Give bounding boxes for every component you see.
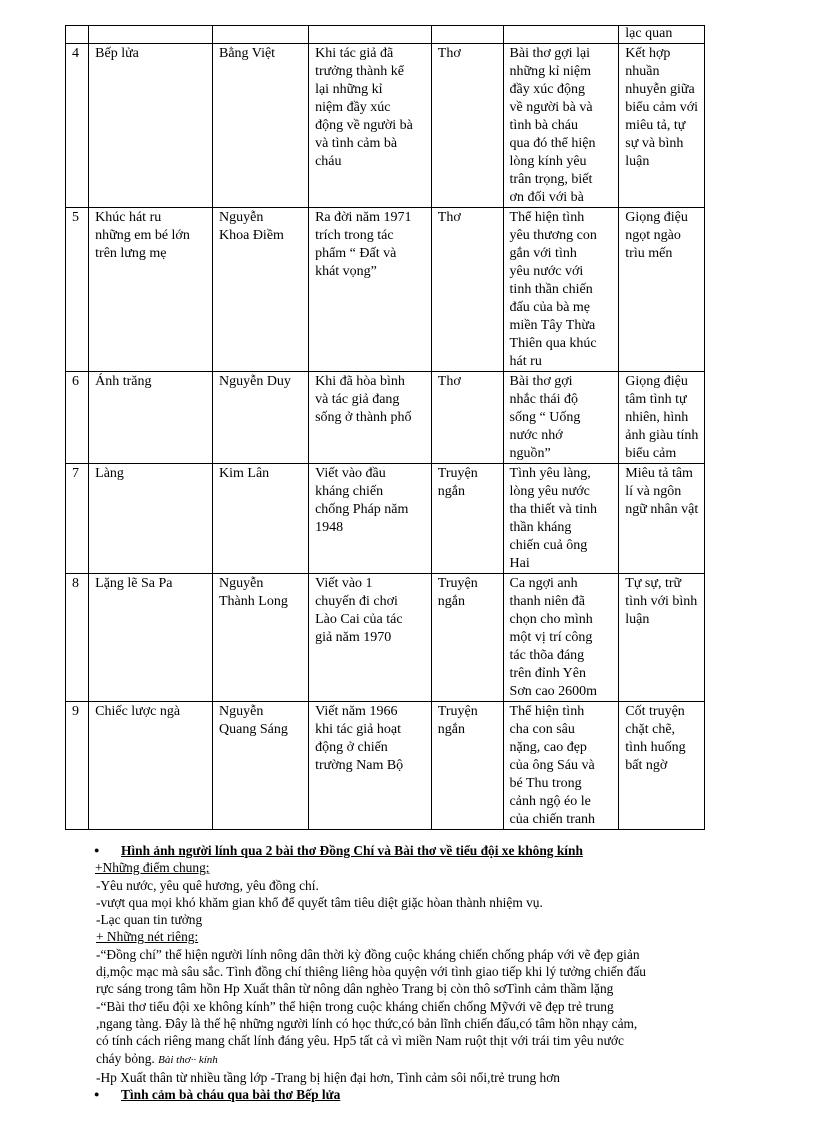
cell-line: nước nhớ <box>509 428 563 443</box>
cell-line: Khi tác giả đã <box>315 46 394 61</box>
cell-line: sống “ Uống <box>509 410 581 425</box>
common-line: -Lạc quan tin tưởng <box>96 912 203 928</box>
table-cell-art <box>619 574 705 702</box>
cell-line: những em bé lớn <box>95 228 190 243</box>
common-line: -vượt qua mọi khó khăm gian khổ để quyết tâm tiêu diệt giặc hòan thành nhiệm vụ. <box>96 894 543 910</box>
cell-line: Nguyễn <box>219 704 264 719</box>
cell-line: hát ru <box>509 354 542 369</box>
xe-italic-note: Bài thơ·· kính <box>158 1053 218 1066</box>
cell-line: nhiên, hình <box>625 410 689 425</box>
cell-line: nặng, cao đẹp <box>509 740 587 755</box>
cell-line: đầy xúc động <box>509 82 585 97</box>
dongchi-line: -“Đồng chí” thể hiện người lính nông dân thời kỳ đồng cuộc kháng chiến chống pháp với vẽ đẹp giản <box>96 946 640 962</box>
cell-line: Thành Long <box>219 594 288 609</box>
table-cell-author <box>213 574 309 702</box>
xe-line <box>96 1050 716 1069</box>
cell-line: Sơn cao 2600m <box>509 684 598 699</box>
cell-line: chặt chẽ, <box>625 722 676 737</box>
cell-line: Làng <box>95 466 124 481</box>
cell-line: khi tác giả hoạt <box>315 722 401 737</box>
table-row <box>66 26 705 44</box>
cell-line: tác thõa đáng <box>509 648 585 663</box>
cell-line: ngắn <box>437 484 465 499</box>
cell-line: Bài thơ gợi lại <box>509 46 591 61</box>
table-cell-author <box>213 702 309 830</box>
cell-line: về người bà và <box>509 100 593 115</box>
cell-line: phẩm “ Đất và <box>315 246 397 261</box>
cell-line: Viết năm 1966 <box>315 704 398 719</box>
cell-line: Cốt truyện <box>625 704 685 719</box>
table-cell-art <box>619 702 705 830</box>
cell-line: Lặng lẽ Sa Pa <box>95 576 173 591</box>
cell-line: Khoa Điềm <box>219 228 284 243</box>
cell-line: Khúc hát ru <box>95 210 162 225</box>
cell-line: miền Tây Thừa <box>509 318 596 333</box>
cell-line: Tự sự, trữ <box>625 576 682 591</box>
heading-grandmother: ● Tình cảm bà cháu qua bài thơ Bếp lửa <box>96 1086 716 1103</box>
cell-line: tâm tình tự <box>625 392 687 407</box>
table-cell-context <box>309 44 432 208</box>
cell-line: chống Pháp năm <box>315 502 409 517</box>
table-cell-art <box>619 372 705 464</box>
cell-line: Truyện <box>437 704 478 719</box>
heading-soldier-image: ● Hình ảnh người lính qua 2 bài thơ Đồng Chí và Bài thơ về tiểu đội xe không kính <box>96 842 716 859</box>
table-cell-title <box>89 702 213 830</box>
cell-line: thanh niên đã <box>509 594 585 609</box>
xe-line: có tính cách riêng mang chất lính đáng yêu. Hp5 tất cả vì miền Nam ruột thịt với trái tim yêu nước <box>96 1033 624 1049</box>
cell-line: tình huống <box>625 740 686 755</box>
table-cell-context <box>309 464 432 574</box>
cell-line: Ca ngợi anh <box>509 576 578 591</box>
cell-line: của chiến tranh <box>509 812 596 827</box>
cell-line: Khi đã hòa bình <box>315 374 405 389</box>
table-cell-content <box>503 574 619 702</box>
cell-line: yêu nước với <box>509 264 584 279</box>
cell-line: miêu tả, tự <box>625 118 686 133</box>
cell-line: Chiếc lược ngà <box>95 704 181 719</box>
cell-line: Thơ <box>437 210 461 225</box>
cell-line: bất ngờ <box>625 758 668 773</box>
cell-line: của ông Sáu và <box>509 758 595 773</box>
cell-line: tinh thần chiến <box>509 282 593 297</box>
cell-line: tình bà cháu <box>509 118 578 133</box>
xe-line: ,ngang tàng. Đây là thế hệ những người lính có học thức,có bản lĩnh chiến đấu,có tâm hồn nhạy cảm, <box>96 1015 638 1031</box>
cell-line: trên lưng mẹ <box>95 246 167 261</box>
cell-line: Giọng điệu <box>625 210 688 225</box>
table-cell-no: 6 <box>66 372 89 464</box>
table-cell-title <box>89 464 213 574</box>
distinct-label-text: + Những nét riêng: <box>96 929 199 945</box>
table-cell-genre <box>431 702 503 830</box>
cell-line: Thiên qua khúc <box>509 336 597 351</box>
cell-line: nhắc thái độ <box>509 392 578 407</box>
cell-line: chiến cuả ông <box>509 538 588 553</box>
xe-line-text: cháy bỏng. <box>96 1050 155 1066</box>
table-cell-content <box>503 208 619 372</box>
cell-line: Nguyễn Duy <box>219 374 291 389</box>
cell-line: chuyến đi chơi <box>315 594 398 609</box>
table-cell-genre <box>431 208 503 372</box>
cell-line: Thơ <box>437 374 461 389</box>
cell-line: khát vọng” <box>315 264 377 279</box>
table-cell-no: 4 <box>66 44 89 208</box>
dongchi-line: dị,mộc mạc mà sâu sắc. Tình đồng chí thiêng liêng hòa quyện với tình giao tiếp khi lý tưởng chiến đấu <box>96 964 646 980</box>
table-cell-context <box>309 702 432 830</box>
cell-line: trường Nam Bộ <box>315 758 404 773</box>
cell-line: Thể hiện tình <box>509 704 585 719</box>
cell-line: chọn cho mình <box>509 612 593 627</box>
table-cell-genre <box>431 574 503 702</box>
cell-line: qua đó thể hiện <box>509 136 596 151</box>
table-cell-art <box>619 44 705 208</box>
cell-line: đấu của bà mẹ <box>509 300 591 315</box>
cell-line: luận <box>625 612 650 627</box>
cell-line: Viết vào 1 <box>315 576 373 591</box>
cell-line: cháu <box>315 154 342 169</box>
cell-line: Truyện <box>437 576 478 591</box>
cell-line: Giọng điệu <box>625 374 688 389</box>
table-cell-title <box>89 574 213 702</box>
table-cell-context <box>309 208 432 372</box>
table-row <box>66 44 705 208</box>
table-cell-art <box>619 464 705 574</box>
cell-line: tha thiết và tinh <box>509 502 598 517</box>
dongchi-line: rực sáng trong tâm hồn Hp Xuất thân từ nông dân nghèo Trang bị còn thô sơTình cảm thầm lặng <box>96 981 614 997</box>
literature-table <box>65 25 705 830</box>
cell-line: ơn đối với bà <box>509 190 584 205</box>
table-row <box>66 208 705 372</box>
cell-line: sống ở thành phố <box>315 410 412 425</box>
table-cell-genre <box>431 464 503 574</box>
cell-line: lòng yêu nước <box>509 484 590 499</box>
cell-line: niệm đầy xúc <box>315 100 391 115</box>
cell-line: cha con sâu <box>509 722 575 737</box>
cell-line: Hai <box>509 556 530 571</box>
cell-line: giả năm 1970 <box>315 630 392 645</box>
cell-line: trân trọng, biết <box>509 172 593 187</box>
table-cell-no: 7 <box>66 464 89 574</box>
cell-line: Bằng Việt <box>219 46 276 61</box>
common-line: -Yêu nước, yêu quê hương, yêu đồng chí. <box>96 877 319 893</box>
table-cell-title <box>89 44 213 208</box>
xe-line: -Hp Xuất thân từ nhiều tầng lớp -Trang bị hiện đại hơn, Tình cảm sôi nổi,trẻ trung hơn <box>96 1069 561 1085</box>
table-cell-no: 8 <box>66 574 89 702</box>
table-cell-genre <box>431 44 503 208</box>
cell-line: Ra đời năm 1971 <box>315 210 412 225</box>
cell-line: gắn với tình <box>509 246 577 261</box>
table-cell-content <box>503 702 619 830</box>
table-cell-author <box>213 464 309 574</box>
table-cell-context <box>309 372 432 464</box>
cell-line: thần kháng <box>509 520 572 535</box>
common-label <box>95 859 716 876</box>
cell-line: Viết vào đầu <box>315 466 386 481</box>
cell-line: Kim Lân <box>219 466 270 481</box>
table-cell-genre <box>431 372 503 464</box>
cell-line: nguồn” <box>509 446 551 461</box>
table-cell: lạc quan <box>619 26 705 44</box>
cell-line: yêu thương con <box>509 228 597 243</box>
table-row <box>66 464 705 574</box>
cell-line: những kỉ niệm <box>509 64 592 79</box>
cell-line: lòng kính yêu <box>509 154 587 169</box>
table-cell-no: 5 <box>66 208 89 372</box>
cell-line: Tình yêu làng, <box>509 466 591 481</box>
cell-line: Truyện <box>437 466 478 481</box>
cell-line: ngữ nhân vật <box>625 502 699 517</box>
cell-line: động ở chiến <box>315 740 388 755</box>
cell-line: Lào Cai của tác <box>315 612 403 627</box>
cell-line: ngọt ngào <box>625 228 681 243</box>
cell-line: nhuần <box>625 64 660 79</box>
cell-line: lại những kỉ <box>315 82 383 97</box>
notes-section <box>96 842 716 1103</box>
table-row <box>66 574 705 702</box>
cell-line: bé Thu trong <box>509 776 582 791</box>
cell-line: Ánh trăng <box>95 374 152 389</box>
table-cell-title <box>89 208 213 372</box>
cell-line: Thể hiện tình <box>509 210 585 225</box>
cell-line: Nguyễn <box>219 210 264 225</box>
table-cell-content <box>503 44 619 208</box>
table-cell-content <box>503 464 619 574</box>
table-row <box>66 702 705 830</box>
cell-line: trưởng thành kể <box>315 64 404 79</box>
cell-line: Thơ <box>437 46 461 61</box>
cell-line: Bài thơ gợi <box>509 374 573 389</box>
cell-line: động về người bà <box>315 118 413 133</box>
table-cell-title <box>89 372 213 464</box>
cell-line: một vị trí công <box>509 630 593 645</box>
table-cell-art <box>619 208 705 372</box>
cell-line: nhuyễn giữa <box>625 82 695 97</box>
cell-line: Miêu tả tâm <box>625 466 693 481</box>
cell-line: Bếp lửa <box>95 46 139 61</box>
table-cell-author <box>213 44 309 208</box>
cell-line: và tác giả đang <box>315 392 400 407</box>
cell-line: tình với bình <box>625 594 698 609</box>
xe-line: -“Bài thơ tiểu đội xe không kính” thể hiện trong cuộc kháng chiến chống Mỹvới vẽ đẹp trẻ trung <box>96 998 614 1014</box>
table-cell-content <box>503 372 619 464</box>
cell-line: kháng chiến <box>315 484 384 499</box>
cell-line: lí và ngôn <box>625 484 682 499</box>
cell-line: trìu mến <box>625 246 673 261</box>
cell-line: trên đỉnh Yên <box>509 666 587 681</box>
distinct-label <box>96 928 716 945</box>
cell-line: ngắn <box>437 722 465 737</box>
cell-line: Kết hợp <box>625 46 671 61</box>
table-cell-author <box>213 208 309 372</box>
cell-line: ngắn <box>437 594 465 609</box>
cell-line: biểu cảm với <box>625 100 699 115</box>
table-cell-no: 9 <box>66 702 89 830</box>
cell-line: Quang Sáng <box>219 722 288 737</box>
cell-line: Nguyễn <box>219 576 264 591</box>
cell-line: ảnh giàu tính <box>625 428 699 443</box>
table-cell-author <box>213 372 309 464</box>
cell-line: và tình cảm bà <box>315 136 398 151</box>
cell-line: biểu cảm <box>625 446 677 461</box>
table-cell-context <box>309 574 432 702</box>
cell-line: cảnh ngộ éo le <box>509 794 591 809</box>
cell-line: 1948 <box>315 520 344 535</box>
cell-line: trích trong tác <box>315 228 394 243</box>
cell-line: sự và bình <box>625 136 684 151</box>
common-label-text: +Những điểm chung; <box>95 860 210 876</box>
cell-line: luận <box>625 154 650 169</box>
table-row <box>66 372 705 464</box>
